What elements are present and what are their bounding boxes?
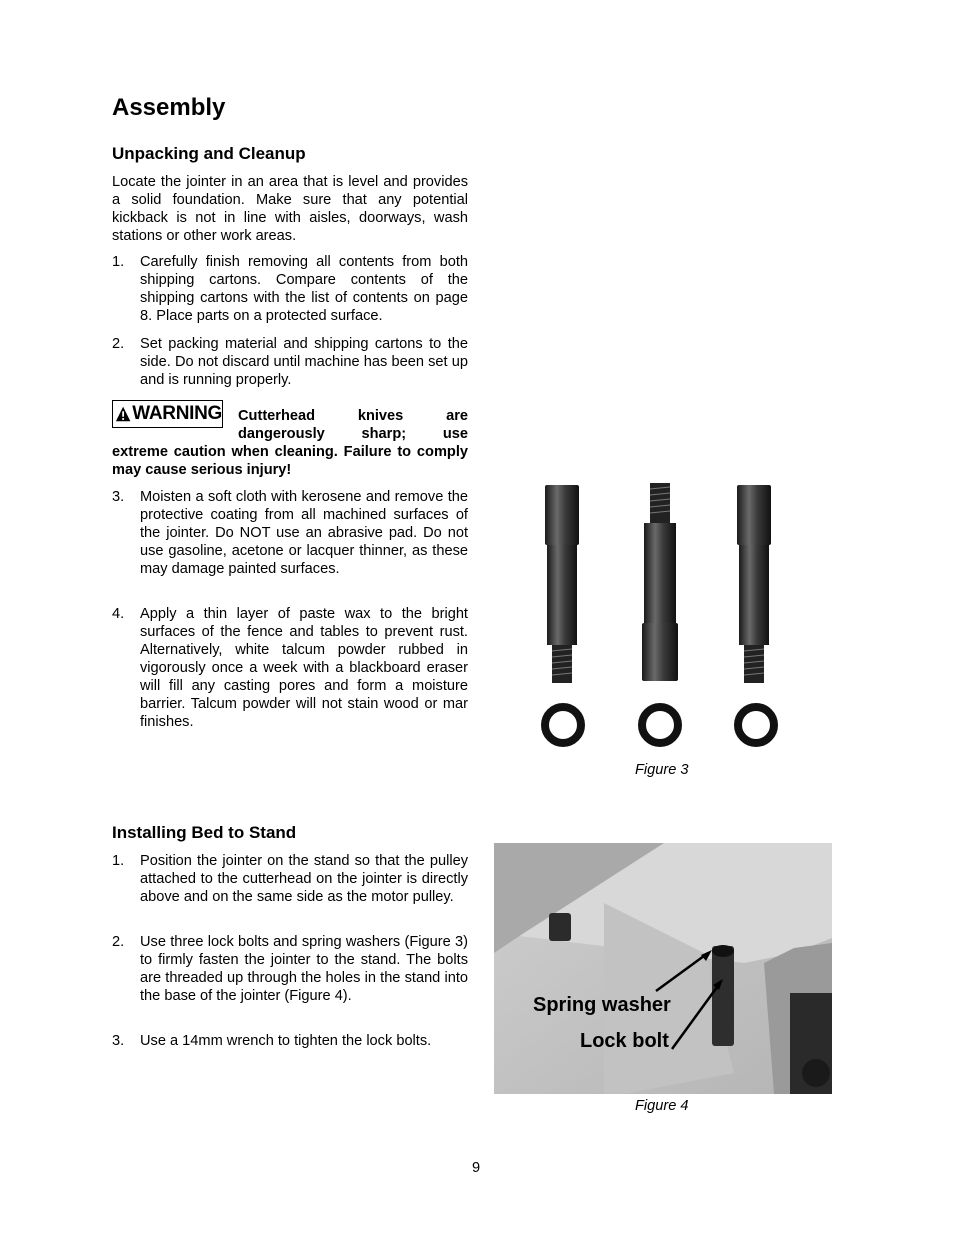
warning-label-text: WARNING	[132, 403, 222, 424]
list-item	[112, 933, 468, 1005]
spring-washer-icon	[642, 707, 678, 743]
lock-bolt-icon	[642, 483, 678, 681]
list-item-number: 4.	[112, 606, 125, 622]
list-item-number: 2.	[112, 336, 125, 352]
list-item-text: Set packing material and shipping cartons to the side. Do not discard until machine has been set up and is running properly.	[140, 336, 468, 388]
list-item-number: 3.	[112, 1033, 125, 1049]
warning-text-body: extreme caution when cleaning. Failure to comply may cause serious injury!	[112, 444, 468, 478]
list-item	[112, 852, 468, 906]
warning-text-line1: Cutterhead knives are	[238, 408, 468, 424]
figure-4-photo	[494, 843, 832, 1094]
list-item	[112, 1032, 468, 1050]
list-item-number: 1.	[112, 853, 125, 869]
spring-washer-icon	[545, 707, 581, 743]
list-item-text: Moisten a soft cloth with kerosene and remove the protective coating from all machined surfaces of the jointer. Do NOT use an abrasive pad. Do not use gasoline, acetone or lacquer thinner, as these may damage painted surfaces.	[140, 489, 468, 577]
lock-bolt-icon	[545, 485, 579, 683]
lock-bolt-icon	[737, 485, 771, 683]
figure-3-caption: Figure 3	[635, 762, 689, 778]
list-item-number: 3.	[112, 489, 125, 505]
list-item-number: 2.	[112, 934, 125, 950]
spring-washer-label: Spring washer	[533, 994, 671, 1016]
warning-text-line2: dangerously sharp; use	[238, 426, 468, 442]
list-item-text: Position the jointer on the stand so that the pulley attached to the cutterhead on the jointer is directly above and on the same side as the motor pulley.	[140, 853, 468, 905]
list-item-text: Use a 14mm wrench to tighten the lock bolts.	[140, 1033, 432, 1049]
list-item	[112, 253, 468, 325]
list-item-text: Carefully finish removing all contents from both shipping cartons. Compare contents of the shipping cartons with the list of contents on page 8. Place parts on a protected surface.	[140, 254, 468, 324]
list-item	[112, 605, 468, 731]
figure-3-bolts-and-washers-image	[520, 475, 810, 755]
warning-label-box	[112, 400, 223, 428]
list-item-text: Use three lock bolts and spring washers (Figure 3) to firmly fasten the jointer to the stand. The bolts are threaded up through the holes in the stand into the base of the jointer (Figure 4).	[140, 934, 468, 1004]
list-item	[112, 335, 468, 389]
page-number: 9	[472, 1160, 481, 1176]
list-item-number: 1.	[112, 254, 125, 270]
spring-washer-icon	[738, 707, 774, 743]
warning-triangle-icon	[115, 405, 131, 423]
page-title: Assembly	[112, 94, 226, 121]
intro-paragraph: Locate the jointer in an area that is level and provides a solid foundation. Make sure that any potential kickback is not in line with aisles, doorways, wash stations or other work areas.	[112, 174, 468, 244]
lock-bolt-label: Lock bolt	[580, 1030, 669, 1052]
section-heading-unpacking: Unpacking and Cleanup	[112, 144, 306, 163]
list-item	[112, 488, 468, 578]
list-item-text: Apply a thin layer of paste wax to the bright surfaces of the fence and tables to prevent rust. Alternatively, white talcum powder rubbed in vigorously once a week with a blackboard eraser will fill any casting pores and form a moisture barrier. Talcum powder will not stain wood or mar finishes.	[140, 606, 468, 730]
section-heading-installing: Installing Bed to Stand	[112, 823, 297, 842]
figure-4-caption: Figure 4	[635, 1098, 689, 1114]
